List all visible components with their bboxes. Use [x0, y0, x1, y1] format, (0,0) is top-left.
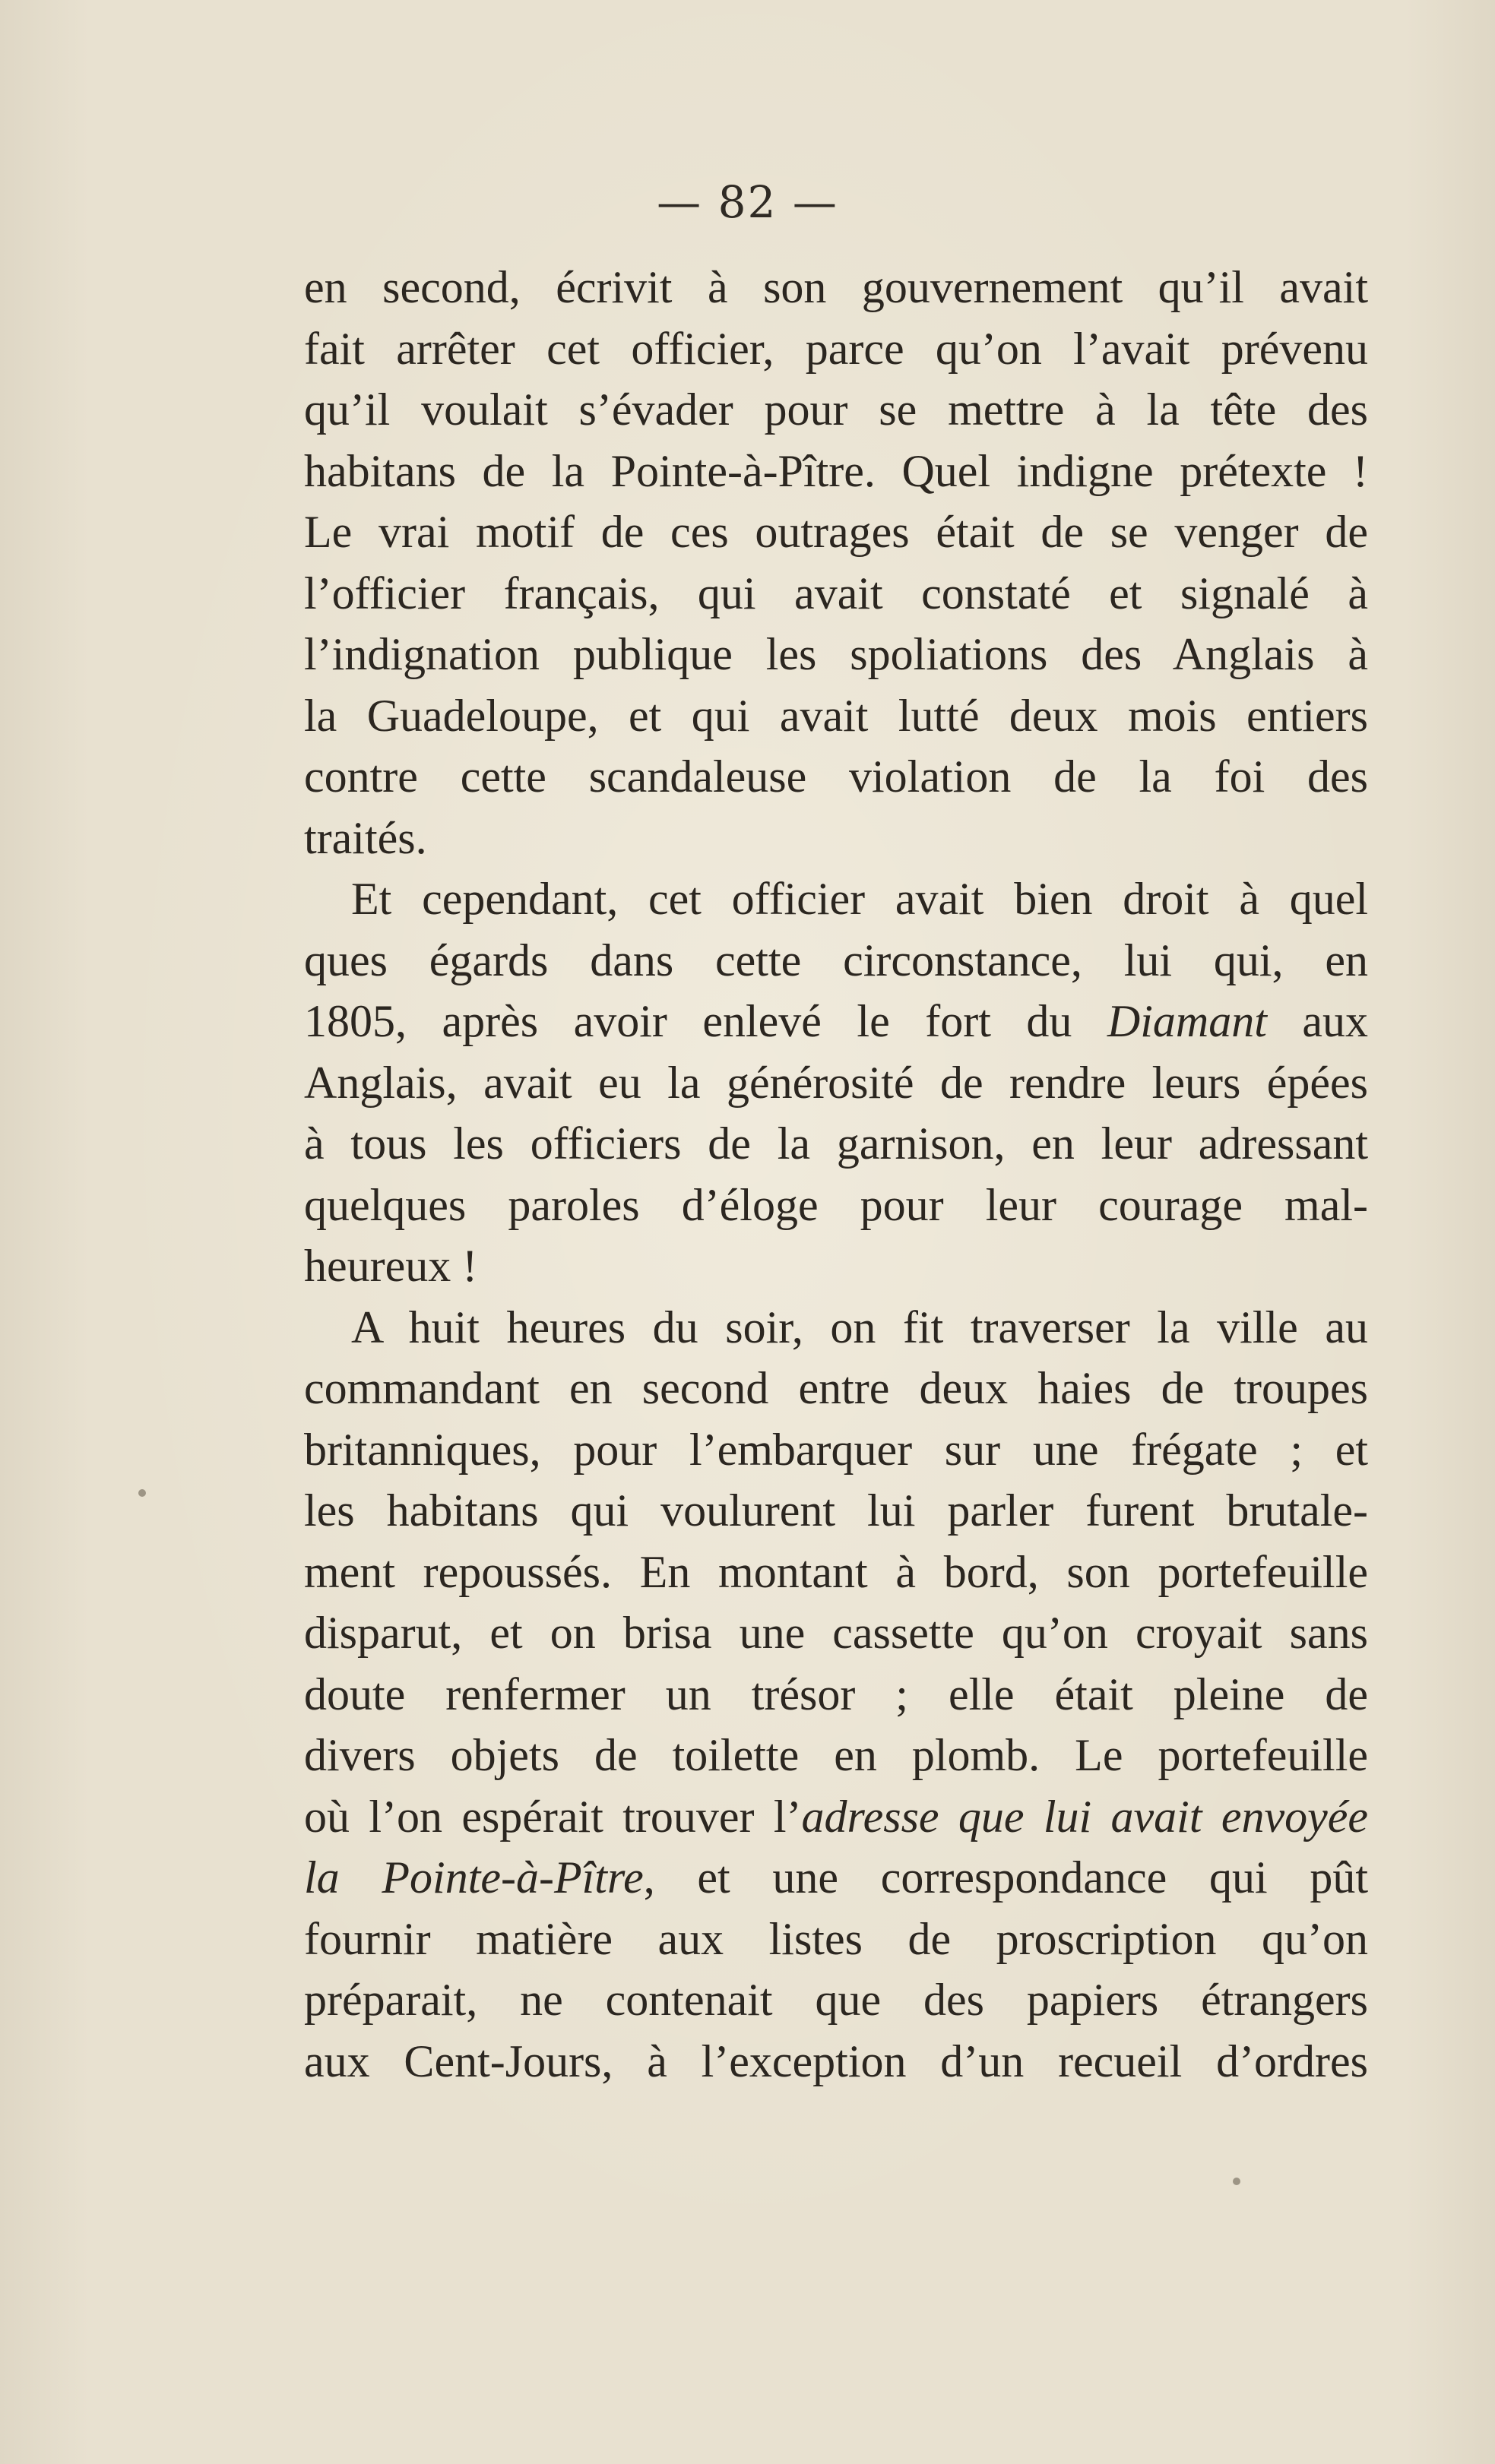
text-line: aux Cent-Jours, à l’exception d’un recueil d’ordres — [304, 2035, 1368, 2086]
italic-text: adresse que lui avait envoyée — [801, 1791, 1368, 1842]
text-line: habitans de la Pointe-à-Pître. Quel indigne prétexte ! — [304, 445, 1368, 496]
text-line: l’officier français, qui avait constaté et signalé à — [304, 568, 1368, 618]
text-line — [304, 1786, 1368, 1848]
text-line: fournir matière aux listes de proscription qu’on — [304, 1913, 1368, 1964]
text-line: l’indignation publique les spoliations des Anglais à — [304, 629, 1368, 679]
text-run: 1805, après avoir enlevé le fort du — [304, 996, 1107, 1046]
text-line: britanniques, pour l’embarquer sur une frégate ; et — [304, 1424, 1368, 1475]
text-line: traités. — [304, 812, 427, 863]
text-run: où l’on espérait trouver l’ — [304, 1791, 802, 1842]
text-line: préparait, ne contenait que des papiers étrangers — [304, 1975, 1368, 2025]
text-line: la Guadeloupe, et qui avait lutté deux mois entiers — [304, 690, 1368, 741]
italic-text: la Pointe-à-Pître — [304, 1852, 644, 1903]
text-line: disparut, et on brisa une cassette qu’on croyait sans — [304, 1608, 1368, 1658]
text-line: Et cependant, cet officier avait bien droit à quel — [351, 874, 1368, 924]
text-line: ques égards dans cette circonstance, lui qui, en — [304, 935, 1368, 985]
text-line — [304, 991, 1368, 1052]
text-run: aux — [1266, 996, 1368, 1046]
text-line: à tous les officiers de la garnison, en leur adressant — [304, 1118, 1368, 1169]
text-run: , et une correspondance qui pût — [643, 1852, 1368, 1903]
text-line: ment repoussés. En montant à bord, son portefeuille — [304, 1546, 1368, 1597]
page-number: — 82 — — [657, 176, 838, 228]
text-line: heureux ! — [304, 1241, 478, 1291]
text-line: les habitans qui voulurent lui parler furent brutale- — [304, 1485, 1368, 1536]
text-line: divers objets de toilette en plomb. Le portefeuille — [304, 1730, 1368, 1780]
body-text — [304, 257, 1368, 2092]
paper-speck — [138, 1489, 146, 1497]
italic-text: Diamant — [1107, 996, 1267, 1046]
text-line: Le vrai motif de ces outrages était de se venger de — [304, 507, 1368, 557]
text-line: A huit heures du soir, on fit traverser la ville au — [351, 1302, 1368, 1352]
text-line: doute renfermer un trésor ; elle était pleine de — [304, 1668, 1368, 1719]
text-line: fait arrêter cet officier, parce qu’on l’avait prévenu — [304, 323, 1368, 374]
text-line: Anglais, avait eu la générosité de rendre leurs épées — [304, 1057, 1368, 1108]
text-line: contre cette scandaleuse violation de la foi des — [304, 751, 1368, 802]
text-line: commandant en second entre deux haies de troupes — [304, 1363, 1368, 1413]
text-line: en second, écrivit à son gouvernement qu’il avait — [304, 262, 1368, 312]
text-line — [304, 1847, 1368, 1909]
paper-speck — [1233, 2178, 1240, 2185]
text-line: quelques paroles d’éloge pour leur courage mal- — [304, 1179, 1368, 1230]
text-line: qu’il voulait s’évader pour se mettre à la tête des — [304, 384, 1368, 435]
